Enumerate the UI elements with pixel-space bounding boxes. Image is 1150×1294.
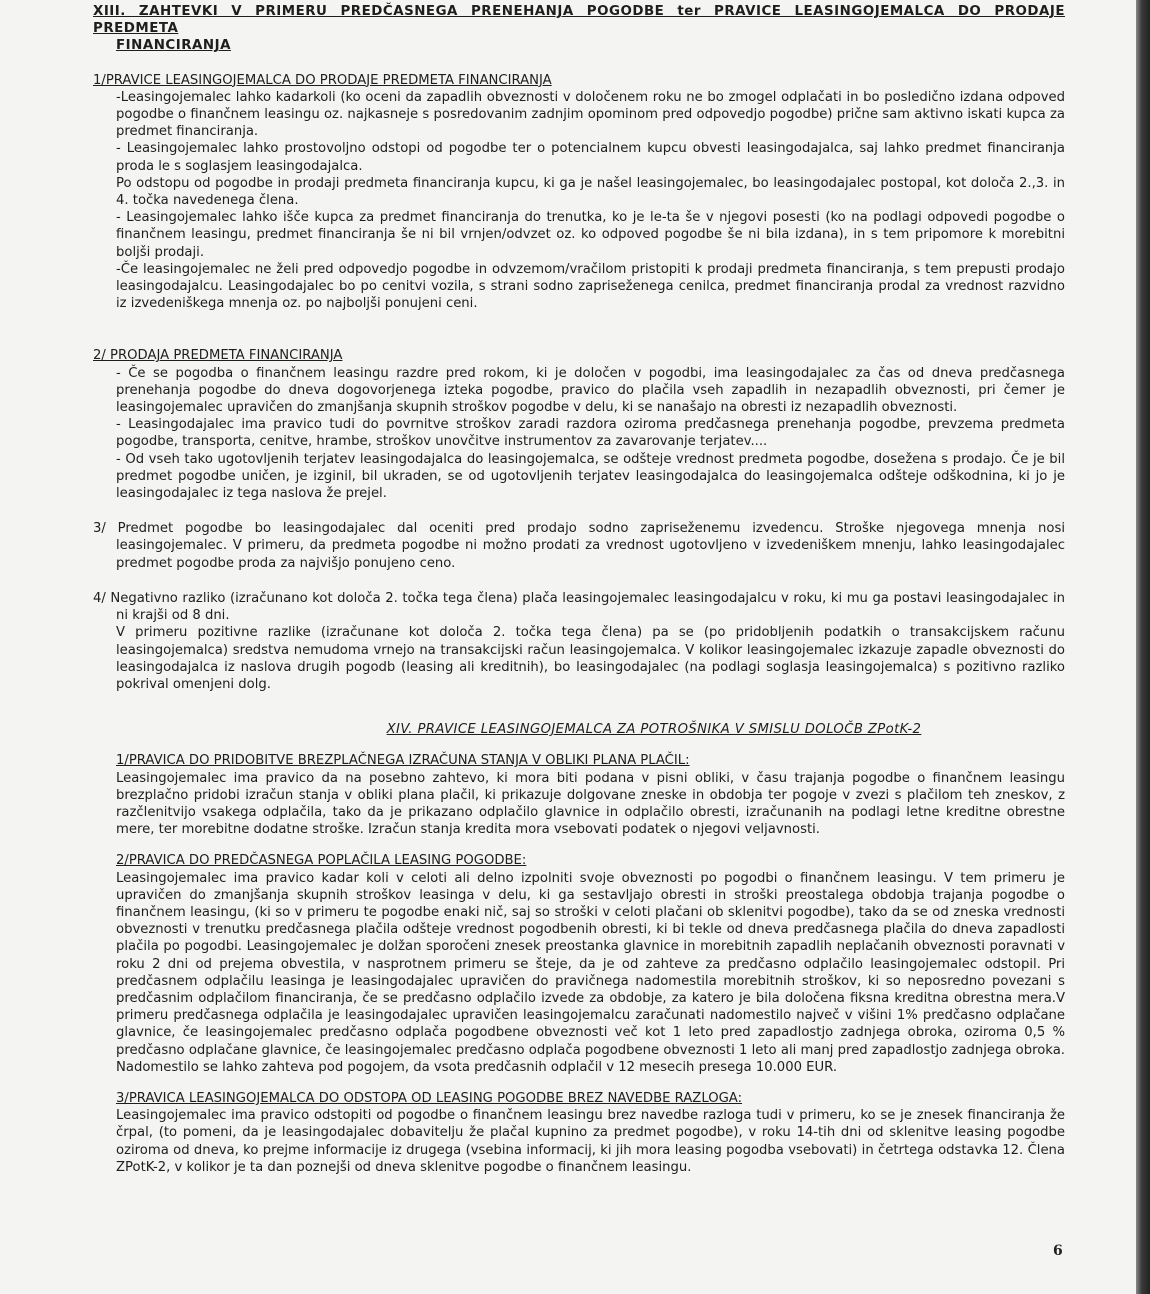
paragraph: - Leasingojemalec lahko prostovoljno odstopi od pogodbe ter o potencialnem kupcu obvesti leasingodajalca, saj lahko predmet financiranja proda le s soglasjem leasingodajalca.: [116, 141, 1065, 174]
document-body: [93, 3, 1065, 1176]
paragraph: Leasingojemalec ima pravico kadar koli v celoti ali delno izpolniti svoje obveznosti po pogodbi o finančnem leasingu. V tem primeru je upravičen do zmanjšanja skupnih stroškov leasinga v delu, ki ga sestavljajo obresti in stroški preostalega obdobja trajanja pogodbe o finančnem leasingu, (ki so v primeru te pogodbe enaki nič, saj so stroški v celoti plačani ob sklenitvi pogodbe), tako da se od zneska vrednosti obveznosti v trenutku predčasnega plačila odšteje vrednost pogodbenih obresti, ki bi tekle od dneva predčasnega plačila do dneva zapadlosti plačila po pogodbi. Leasingojemalec je dolžan sporočeni znesek preostanka glavnice in morebitnih zapadlih neplačanih obveznosti poravnati v roku 2 dni od prejema obvestila, v nasprotnem primeru se šteje, da je od zahteve za predčasno odplačilo leasingojemalec odstopil. Pri predčasnem odplačilu leasinga je leasingodajalec upravičen do pravičnega nadomestila morebitnih stroškov, ki so neposredno povezani s predčasnim odplačilom financiranja, če se predčasno odplačilo izvede za obdobje, za katero je bila določena fiksna kreditna obrestna mera.V primeru predčasnega odplačila je leasingodajalec upravičen leasingojemalcu zaračunati nadomestilo največ v višini 1% predčasno odplačane glavnice, če leasingojemalec predčasno odplača pogodbene obveznosti več kot 1 leto pred zapadlostjo zadnjega obroka, oziroma 0,5 % predčasno odplačane glavnice, če leasingojemalec predčasno odplača pogodbene obveznosti 1 leto ali manj pred zapadlostjo zadnjega obroka. Nadomestilo se lahko zahteva pod pogojem, da vsota predčasnih odplačil v 12 mesecih presega 10.000 EUR.: [116, 870, 1065, 1075]
paragraph: - Od vseh tako ugotovljenih terjatev leasingodajalca do leasingojemalca, se odšteje vrednost predmeta pogodbe, dosežena s prodajo. Če je bil predmet pogodbe uničen, je izginil, bil ukraden, se od ugotovljenih terjatev leasingodajalca do leasingojemalca odšteje odškodnina, ki jo je leasingodajalec iz tega naslova že prejel.: [116, 451, 1065, 502]
xiv-subsection-3-title: 3/PRAVICA LEASINGOJEMALCA DO ODSTOPA OD LEASING POGODBE BREZ NAVEDBE RAZLOGA:: [116, 1090, 743, 1106]
paragraph: - Če se pogodba o finančnem leasingu razdre pred rokom, ki je določen v pogodbi, ima leasingodajalec za čas od dneva predčasnega prenehanja pogodbe do dneva dogovorjenega izteka pogodbe, pravico do plačila vseh zapadlih in nezapadlih obveznosti, pri čemer je leasingojemalec upravičen do zmanjšanja skupnih stroškov pogodbe v delu, ki se nanašajo na obresti iz nezapadlih obveznosti.: [116, 365, 1065, 416]
section-xiii-title-line1: XIII. ZAHTEVKI V PRIMERU PREDČASNEGA PRENEHANJA POGODBE ter PRAVICE LEASINGOJEMALCA DO PRODAJE PREDMETA: [93, 4, 1065, 37]
section-xiii-heading: [93, 3, 1065, 55]
paragraph-4-continued: V primeru pozitivne razlike (izračunane kot določa 2. točka tega člena) pa se (po pridobljenih podatkih o transakcijskem računu leasingojemalca) sredstva nemudoma vrnejo na transakcijski račun leasingojemalca. V kolikor leasingojemalec izkazuje zapadle obveznosti do leasingodajalca iz naslova drugih pogodb (leasing ali kreditnih), bo leasingodajalec (na podlagi soglasja leasingojemalca) s pozitivno razliko pokrival omenjeni dolg.: [116, 625, 1065, 692]
xiv-subsection-1-title: 1/PRAVICA DO PRIDOBITVE BREZPLAČNEGA IZRAČUNA STANJA V OBLIKI PLANA PLAČIL:: [116, 753, 690, 769]
paragraph: Leasingojemalec ima pravico odstopiti od pogodbe o finančnem leasingu brez navedbe razloga tudi v primeru, ko se je znesek financiranja že črpal, (to pomeni, da je leasingodajalec dobavitelju že plačal kupnino za predmet pogodbe), v roku 14-tih dni od sklenitve leasing pogodbe oziroma od dneva, ko prejme informacije iz drugega (vsebina informacij, ki jih mora leasing pogodba vsebovati) in četrtega odstavka 12. Člena ZPotK-2, v kolikor je ta dan poznejši od dneva sklenitve pogodbe o finančnem leasingu.: [116, 1108, 1065, 1175]
paragraph: Leasingojemalec ima pravico da na posebno zahtevo, ki mora biti podana v pisni obliki, v času trajanja pogodbe o finančnem leasingu brezplačno pridobi izračun stanja v obliki plana plačil, ki prikazuje dolgovane zneske in obdobja ter pogoje v zvezi s plačilom teh zneskov, z razčlenitvijo vsakega odplačila, tako da je prikazano odplačilo glavnice in odplačilo obresti, izračunanih na podlagi letne kreditne obrestne mere, ter morebitne dodatne stroške. Izračun stanja kredita mora vsebovati podatek o njegovi veljavnosti.: [116, 770, 1065, 838]
subsection-2-title: 2/ PRODAJA PREDMETA FINANCIRANJA: [93, 348, 343, 364]
paragraph: - Leasingojemalec lahko išče kupca za predmet financiranja do trenutka, ko je le-ta še v njegovi posesti (ko na podlagi odpovedi pogodbe o finančnem leasingu, predmet financiranja še ni bil vrnjen/odvzet oz. ko odpoved pogodbe še ni bila izdana), in s tem pripomore k morebitni boljši prodaji.: [116, 210, 1065, 260]
page-edge-shadow: [1136, 0, 1150, 1294]
section-xiii-title-line2: FINANCIRANJA: [116, 38, 231, 54]
paragraph: - Leasingodajalec ima pravico tudi do povrnitve stroškov zaradi razdora oziroma predčasnega prenehanja pogodbe, prevzema predmeta pogodbe, transporta, cenitve, hrambe, stroškov unovčitve instrumentov za zavarovanje terjatev....: [116, 417, 1065, 450]
paragraph-3: 3/ Predmet pogodbe bo leasingodajalec dal oceniti pred prodajo sodno zapriseženemu izvedencu. Stroške njegovega mnenja nosi leasingojemalec. V primeru, da predmeta pogodbe ni možno prodati za vrednost ugotovljeno v izvedeniškem mnenju, lahko leasingodajalec predmet pogodbe proda za najvišjo ponujeno ceno.: [93, 521, 1065, 571]
paragraph: Po odstopu od pogodbe in prodaji predmeta financiranja kupcu, ki ga je našel leasingojemalec, bo leasingodajalec postopal, kot določa 2.,3. in 4. točka navedenega člena.: [116, 175, 1065, 209]
subsection-1-title: 1/PRAVICE LEASINGOJEMALCA DO PRODAJE PREDMETA FINANCIRANJA: [93, 72, 552, 88]
paragraph: -Če leasingojemalec ne želi pred odpovedjo pogodbe in odvzemom/vračilom pristopiti k prodaji predmeta financiranja, s tem prepusti prodajo leasingodajalcu. Leasingodajalec bo po cenitvi vozila, s strani sodno zapriseženega cenilca, predmet financiranja prodal za vrednost razvidno iz izvedeniškega mnenja oz. po najboljši ponujeni ceni.: [116, 261, 1065, 312]
paragraph: -Leasingojemalec lahko kadarkoli (ko oceni da zapadlih obveznosti v določenem roku ne bo zmogel odplačati in bo posledično izdana odpoved pogodbe o finančnem leasingu oz. najkasneje s posredovanim zadnjim opominom pred odpovedjo pogodbe) prične sam aktivno iskati kupca za predmet financiranja.: [116, 89, 1065, 140]
paragraph-4: 4/ Negativno razliko (izračunano kot določa 2. točka tega člena) plača leasingojemalec leasingodajalcu v roku, ki mu ga postavi leasingodajalec in ni krajši od 8 dni.: [93, 590, 1065, 624]
page-number: 6: [1053, 1243, 1063, 1259]
section-xiv-title: XIV. PRAVICE LEASINGOJEMALCA ZA POTROŠNIKA V SMISLU DOLOČB ZPotK-2: [386, 722, 922, 738]
xiv-subsection-2-title: 2/PRAVICA DO PREDČASNEGA POPLAČILA LEASING POGODBE:: [116, 853, 527, 869]
